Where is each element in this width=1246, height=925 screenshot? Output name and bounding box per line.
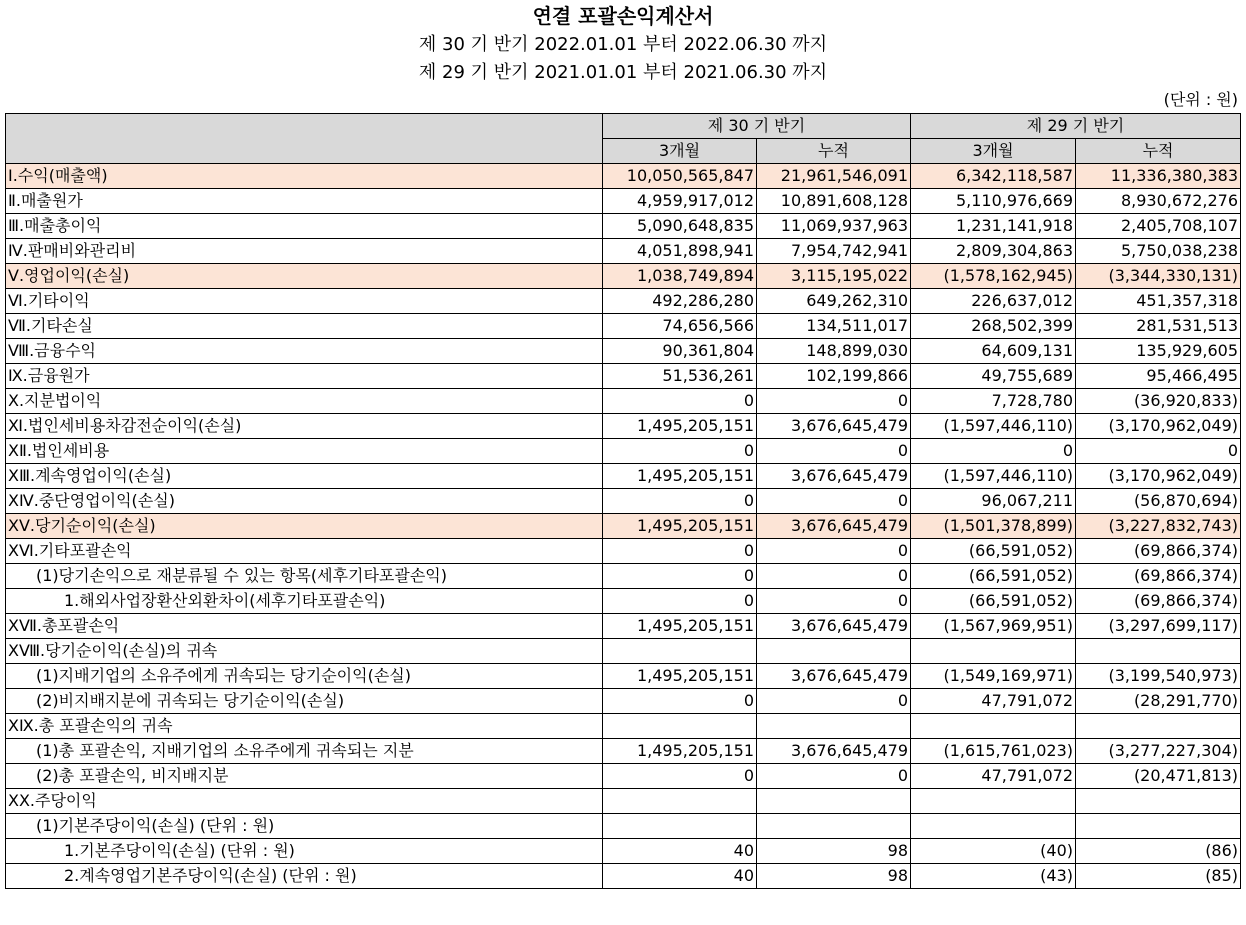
- value-current-3m: 51,536,261: [603, 364, 757, 389]
- row-label: 1.해외사업장환산외환차이(세후기타포괄손익): [6, 589, 603, 614]
- table-row: [6, 589, 1241, 614]
- header-row-group: [6, 114, 1241, 139]
- row-label: Ⅲ.매출총이익: [6, 214, 603, 239]
- value-current-cum: 21,961,546,091: [757, 164, 911, 189]
- row-label: (2)비지배지분에 귀속되는 당기순이익(손실): [6, 689, 603, 714]
- table-row: [6, 489, 1241, 514]
- row-label: ⅩⅤ.당기순이익(손실): [6, 514, 603, 539]
- value-current-3m: 5,090,648,835: [603, 214, 757, 239]
- table-row: [6, 789, 1241, 814]
- value-prior-cum: [1076, 814, 1241, 839]
- table-row: [6, 214, 1241, 239]
- value-current-cum: 3,676,645,479: [757, 414, 911, 439]
- value-prior-3m: 2,809,304,863: [911, 239, 1076, 264]
- value-prior-3m: (1,597,446,110): [911, 464, 1076, 489]
- row-label: Ⅵ.기타이익: [6, 289, 603, 314]
- value-prior-cum: 2,405,708,107: [1076, 214, 1241, 239]
- value-current-3m: [603, 814, 757, 839]
- value-current-cum: 148,899,030: [757, 339, 911, 364]
- table-row: [6, 314, 1241, 339]
- value-prior-cum: (3,344,330,131): [1076, 264, 1241, 289]
- header-current-period: 제 30 기 반기: [603, 114, 911, 139]
- header-current-cum: 누적: [757, 139, 911, 164]
- value-current-3m: [603, 714, 757, 739]
- table-row: [6, 739, 1241, 764]
- value-current-3m: 0: [603, 764, 757, 789]
- value-prior-3m: 5,110,976,669: [911, 189, 1076, 214]
- row-label: ⅩⅥ.기타포괄손익: [6, 539, 603, 564]
- table-row: [6, 614, 1241, 639]
- table-row: [6, 239, 1241, 264]
- value-current-3m: 0: [603, 589, 757, 614]
- row-label: 2.계속영업기본주당이익(손실) (단위 : 원): [6, 864, 603, 889]
- value-prior-3m: [911, 789, 1076, 814]
- table-row: [6, 339, 1241, 364]
- value-prior-3m: 64,609,131: [911, 339, 1076, 364]
- value-current-3m: 4,051,898,941: [603, 239, 757, 264]
- row-label: ⅩⅦ.총포괄손익: [6, 614, 603, 639]
- value-current-cum: 3,676,645,479: [757, 614, 911, 639]
- income-statement-table: [5, 113, 1241, 889]
- value-prior-cum: 281,531,513: [1076, 314, 1241, 339]
- value-current-cum: 10,891,608,128: [757, 189, 911, 214]
- row-label: ⅩⅢ.계속영업이익(손실): [6, 464, 603, 489]
- value-current-cum: 649,262,310: [757, 289, 911, 314]
- row-label: ⅩⅨ.총 포괄손익의 귀속: [6, 714, 603, 739]
- value-prior-3m: 96,067,211: [911, 489, 1076, 514]
- value-prior-cum: [1076, 789, 1241, 814]
- value-prior-cum: (3,199,540,973): [1076, 664, 1241, 689]
- value-current-3m: 1,495,205,151: [603, 464, 757, 489]
- value-current-3m: 4,959,917,012: [603, 189, 757, 214]
- value-current-cum: [757, 639, 911, 664]
- value-current-3m: 90,361,804: [603, 339, 757, 364]
- row-label: (1)당기손익으로 재분류될 수 있는 항목(세후기타포괄손익): [6, 564, 603, 589]
- table-row: [6, 864, 1241, 889]
- value-current-3m: 0: [603, 389, 757, 414]
- value-prior-3m: 47,791,072: [911, 764, 1076, 789]
- value-prior-3m: (40): [911, 839, 1076, 864]
- table-row: [6, 164, 1241, 189]
- value-current-3m: 40: [603, 864, 757, 889]
- row-label: Ⅸ.금융원가: [6, 364, 603, 389]
- table-row: [6, 764, 1241, 789]
- value-prior-3m: [911, 714, 1076, 739]
- table-row: [6, 189, 1241, 214]
- value-current-cum: 0: [757, 689, 911, 714]
- row-label: Ⅱ.매출원가: [6, 189, 603, 214]
- value-current-cum: 3,676,645,479: [757, 464, 911, 489]
- value-current-3m: 1,038,749,894: [603, 264, 757, 289]
- value-prior-cum: (69,866,374): [1076, 539, 1241, 564]
- value-current-3m: 1,495,205,151: [603, 414, 757, 439]
- value-current-3m: 0: [603, 689, 757, 714]
- header-current-3m: 3개월: [603, 139, 757, 164]
- table-row: [6, 514, 1241, 539]
- current-period: 제 30 기 반기 2022.01.01 부터 2022.06.30 까지: [418, 34, 828, 55]
- row-label: ⅩⅧ.당기순이익(손실)의 귀속: [6, 639, 603, 664]
- value-prior-cum: (3,170,962,049): [1076, 464, 1241, 489]
- table-row: [6, 814, 1241, 839]
- prior-period: 제 29 기 반기 2021.01.01 부터 2021.06.30 까지: [418, 62, 828, 83]
- value-current-3m: 0: [603, 564, 757, 589]
- value-current-3m: 1,495,205,151: [603, 514, 757, 539]
- value-prior-cum: (36,920,833): [1076, 389, 1241, 414]
- value-current-cum: 0: [757, 389, 911, 414]
- unit-label: (단위 : 원): [1163, 90, 1238, 109]
- table-row: [6, 439, 1241, 464]
- table-row: [6, 664, 1241, 689]
- value-prior-3m: 6,342,118,587: [911, 164, 1076, 189]
- value-prior-3m: 0: [911, 439, 1076, 464]
- value-current-cum: 0: [757, 539, 911, 564]
- value-prior-3m: (66,591,052): [911, 539, 1076, 564]
- row-label: ⅩⅡ.법인세비용: [6, 439, 603, 464]
- table-row: [6, 539, 1241, 564]
- value-current-cum: 98: [757, 839, 911, 864]
- value-current-3m: 0: [603, 539, 757, 564]
- value-prior-cum: (86): [1076, 839, 1241, 864]
- value-prior-cum: [1076, 639, 1241, 664]
- value-current-cum: [757, 814, 911, 839]
- value-prior-cum: (69,866,374): [1076, 564, 1241, 589]
- table-row: [6, 464, 1241, 489]
- value-prior-cum: 0: [1076, 439, 1241, 464]
- value-prior-3m: 47,791,072: [911, 689, 1076, 714]
- value-prior-3m: (43): [911, 864, 1076, 889]
- table-row: [6, 364, 1241, 389]
- value-prior-cum: (28,291,770): [1076, 689, 1241, 714]
- value-prior-3m: 226,637,012: [911, 289, 1076, 314]
- row-label: Ⅳ.판매비와관리비: [6, 239, 603, 264]
- value-prior-3m: 7,728,780: [911, 389, 1076, 414]
- value-prior-cum: 8,930,672,276: [1076, 189, 1241, 214]
- value-prior-cum: (69,866,374): [1076, 589, 1241, 614]
- value-current-cum: 0: [757, 489, 911, 514]
- value-prior-cum: (56,870,694): [1076, 489, 1241, 514]
- row-label: Ⅺ.법인세비용차감전순이익(손실): [6, 414, 603, 439]
- value-current-3m: 1,495,205,151: [603, 664, 757, 689]
- value-prior-3m: (1,549,169,971): [911, 664, 1076, 689]
- table-row: [6, 689, 1241, 714]
- value-prior-cum: 451,357,318: [1076, 289, 1241, 314]
- value-prior-cum: (20,471,813): [1076, 764, 1241, 789]
- value-current-cum: 3,115,195,022: [757, 264, 911, 289]
- value-prior-cum: (3,297,699,117): [1076, 614, 1241, 639]
- value-current-3m: 1,495,205,151: [603, 614, 757, 639]
- header-prior-cum: 누적: [1076, 139, 1241, 164]
- row-label: Ⅶ.기타손실: [6, 314, 603, 339]
- value-prior-3m: 49,755,689: [911, 364, 1076, 389]
- statement-title: 연결 포괄손익계산서: [532, 4, 714, 28]
- value-current-cum: 0: [757, 589, 911, 614]
- value-prior-cum: (3,277,227,304): [1076, 739, 1241, 764]
- value-current-cum: [757, 714, 911, 739]
- row-label: ⅩⅣ.중단영업이익(손실): [6, 489, 603, 514]
- value-current-cum: 3,676,645,479: [757, 514, 911, 539]
- row-label: Ⅰ.수익(매출액): [6, 164, 603, 189]
- value-current-3m: 492,286,280: [603, 289, 757, 314]
- value-prior-cum: 95,466,495: [1076, 364, 1241, 389]
- value-prior-cum: [1076, 714, 1241, 739]
- row-label: (1)기본주당이익(손실) (단위 : 원): [6, 814, 603, 839]
- value-current-3m: 40: [603, 839, 757, 864]
- table-row: [6, 564, 1241, 589]
- value-prior-cum: (85): [1076, 864, 1241, 889]
- value-current-cum: 0: [757, 564, 911, 589]
- row-label: Ⅷ.금융수익: [6, 339, 603, 364]
- value-prior-3m: (66,591,052): [911, 589, 1076, 614]
- value-prior-3m: 1,231,141,918: [911, 214, 1076, 239]
- value-prior-3m: [911, 639, 1076, 664]
- row-label: (1)지배기업의 소유주에게 귀속되는 당기순이익(손실): [6, 664, 603, 689]
- value-prior-cum: 11,336,380,383: [1076, 164, 1241, 189]
- row-label: (2)총 포괄손익, 비지배지분: [6, 764, 603, 789]
- value-prior-cum: (3,170,962,049): [1076, 414, 1241, 439]
- table-row: [6, 414, 1241, 439]
- value-current-cum: 98: [757, 864, 911, 889]
- header-prior-period: 제 29 기 반기: [911, 114, 1241, 139]
- table-row: [6, 714, 1241, 739]
- value-current-cum: 3,676,645,479: [757, 664, 911, 689]
- value-prior-3m: 268,502,399: [911, 314, 1076, 339]
- row-label: ⅩⅩ.주당이익: [6, 789, 603, 814]
- value-prior-cum: 135,929,605: [1076, 339, 1241, 364]
- value-current-cum: 7,954,742,941: [757, 239, 911, 264]
- value-prior-3m: (1,567,969,951): [911, 614, 1076, 639]
- row-label: (1)총 포괄손익, 지배기업의 소유주에게 귀속되는 지분: [6, 739, 603, 764]
- value-current-3m: 0: [603, 439, 757, 464]
- header-prior-3m: 3개월: [911, 139, 1076, 164]
- value-current-cum: 134,511,017: [757, 314, 911, 339]
- value-current-3m: 1,495,205,151: [603, 739, 757, 764]
- row-label: Ⅹ.지분법이익: [6, 389, 603, 414]
- value-prior-3m: (1,501,378,899): [911, 514, 1076, 539]
- header-blank-cell: [6, 114, 603, 164]
- table-row: [6, 289, 1241, 314]
- value-prior-3m: (1,597,446,110): [911, 414, 1076, 439]
- table-row: [6, 839, 1241, 864]
- table-row: [6, 264, 1241, 289]
- value-prior-cum: 5,750,038,238: [1076, 239, 1241, 264]
- value-current-cum: [757, 789, 911, 814]
- value-current-cum: 0: [757, 439, 911, 464]
- table-row: [6, 639, 1241, 664]
- value-current-cum: 11,069,937,963: [757, 214, 911, 239]
- table-row: [6, 389, 1241, 414]
- value-current-3m: 74,656,566: [603, 314, 757, 339]
- value-prior-3m: (1,578,162,945): [911, 264, 1076, 289]
- row-label: Ⅴ.영업이익(손실): [6, 264, 603, 289]
- value-current-3m: 10,050,565,847: [603, 164, 757, 189]
- value-current-3m: [603, 639, 757, 664]
- value-prior-3m: (66,591,052): [911, 564, 1076, 589]
- value-prior-3m: [911, 814, 1076, 839]
- value-current-cum: 102,199,866: [757, 364, 911, 389]
- value-current-3m: 0: [603, 489, 757, 514]
- row-label: 1.기본주당이익(손실) (단위 : 원): [6, 839, 603, 864]
- value-prior-3m: (1,615,761,023): [911, 739, 1076, 764]
- value-current-cum: 0: [757, 764, 911, 789]
- value-current-cum: 3,676,645,479: [757, 739, 911, 764]
- value-prior-cum: (3,227,832,743): [1076, 514, 1241, 539]
- value-current-3m: [603, 789, 757, 814]
